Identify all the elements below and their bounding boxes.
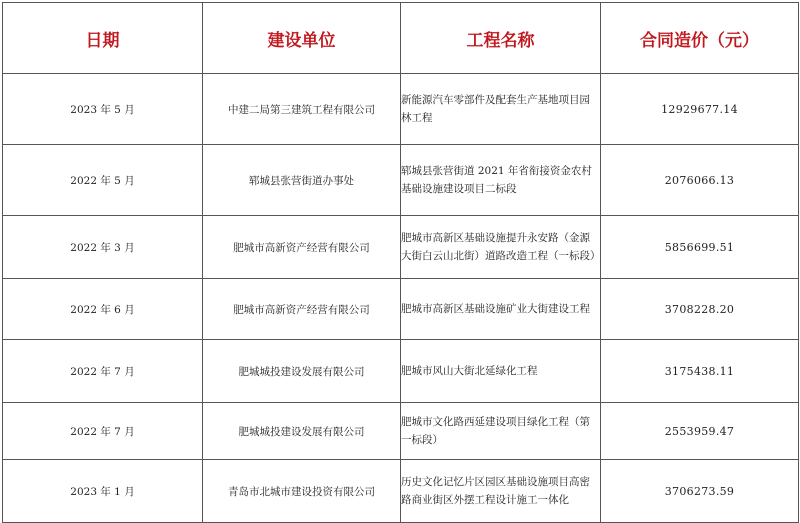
row-date: 2022 年 5 月 bbox=[3, 145, 203, 216]
row-date: 2023 年 5 月 bbox=[3, 74, 203, 145]
row-construction-unit: 中建二局第三建筑工程有限公司 bbox=[203, 74, 401, 145]
row-contract-price: 5856699.51 bbox=[601, 216, 799, 279]
row-construction-unit: 肥城城投建设发展有限公司 bbox=[203, 403, 401, 460]
header-contract-price: 合同造价（元） bbox=[601, 3, 799, 74]
row-construction-unit: 肥城市高新资产经营有限公司 bbox=[203, 216, 401, 279]
row-construction-unit: 肥城城投建设发展有限公司 bbox=[203, 340, 401, 403]
table-row bbox=[3, 74, 799, 145]
row-date: 2023 年 1 月 bbox=[3, 460, 203, 523]
table-header-row bbox=[3, 3, 799, 74]
row-date: 2022 年 7 月 bbox=[3, 340, 203, 403]
row-project-name: 肥城市文化路西延建设项目绿化工程（第一标段） bbox=[401, 403, 601, 460]
row-project-name: 新能源汽车零部件及配套生产基地项目园林工程 bbox=[401, 74, 601, 145]
row-contract-price: 3706273.59 bbox=[601, 460, 799, 523]
row-contract-price: 3175438.11 bbox=[601, 340, 799, 403]
table-row bbox=[3, 460, 799, 523]
table-row bbox=[3, 216, 799, 279]
row-contract-price: 2553959.47 bbox=[601, 403, 799, 460]
row-date: 2022 年 7 月 bbox=[3, 403, 203, 460]
row-project-name: 历史文化记忆片区园区基础设施项目高密路商业街区外摆工程设计施工一体化 bbox=[401, 460, 601, 523]
row-contract-price: 2076066.13 bbox=[601, 145, 799, 216]
row-project-name: 郓城县张营街道 2021 年省衔接资金农村基础设施建设项目二标段 bbox=[401, 145, 601, 216]
row-project-name: 肥城市高新区基础设施提升永安路（金源大街白云山北街）道路改造工程（一标段） bbox=[401, 216, 601, 279]
header-date: 日期 bbox=[3, 3, 203, 74]
row-construction-unit: 肥城市高新资产经营有限公司 bbox=[203, 279, 401, 340]
row-contract-price: 12929677.14 bbox=[601, 74, 799, 145]
row-project-name: 肥城市高新区基础设施矿业大街建设工程 bbox=[401, 279, 601, 340]
table-row bbox=[3, 279, 799, 340]
header-project-name: 工程名称 bbox=[401, 3, 601, 74]
row-date: 2022 年 6 月 bbox=[3, 279, 203, 340]
row-construction-unit: 郓城县张营街道办事处 bbox=[203, 145, 401, 216]
table-row bbox=[3, 340, 799, 403]
header-construction-unit: 建设单位 bbox=[203, 3, 401, 74]
table-row bbox=[3, 403, 799, 460]
row-construction-unit: 青岛市北城市建设投资有限公司 bbox=[203, 460, 401, 523]
row-contract-price: 3708228.20 bbox=[601, 279, 799, 340]
row-date: 2022 年 3 月 bbox=[3, 216, 203, 279]
row-project-name: 肥城市风山大街北延绿化工程 bbox=[401, 340, 601, 403]
project-contract-table bbox=[2, 2, 799, 523]
table-row bbox=[3, 145, 799, 216]
